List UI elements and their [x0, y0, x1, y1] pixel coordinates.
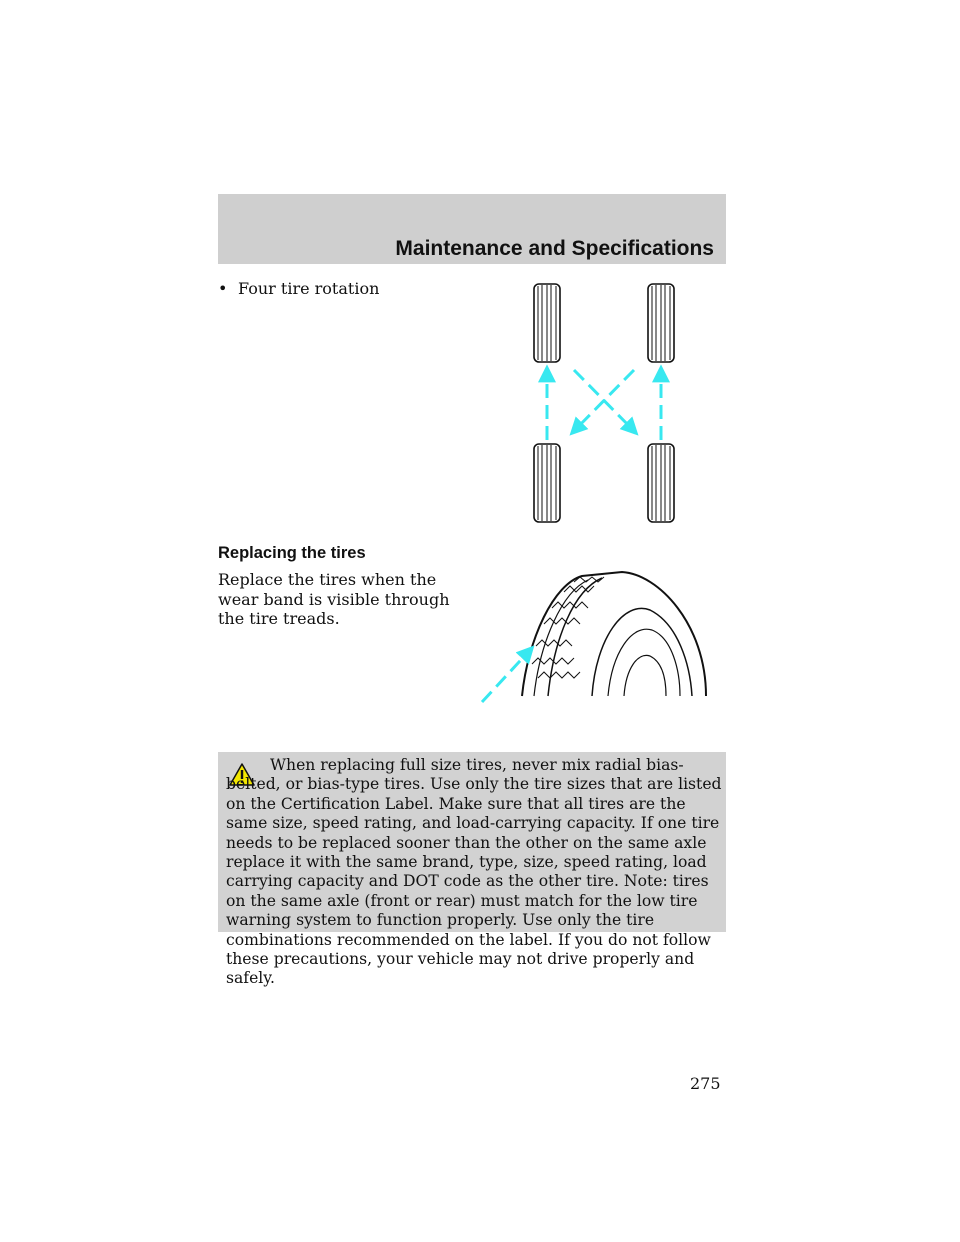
front-right-tire-icon — [648, 284, 674, 362]
bullet-point: • — [218, 279, 228, 298]
rear-left-tire-icon — [534, 444, 560, 522]
rotation-label: Four tire rotation — [238, 279, 380, 298]
front-left-tire-icon — [534, 284, 560, 362]
warning-box — [218, 752, 726, 988]
warning-text: When replacing full size tires, never mix radial bias-belted, or bias-type tires. Use only the tire sizes that are listed on the Certification Label. Make sure that all tires are the same size, speed rating, and load-carrying capacity. If one tire needs to be replaced sooner than the other on the same axle replace it with the same brand, type, size, speed rating, load carrying capacity and DOT code as the other tire. Note: tires on the same axle (front or rear) must match for the low tire warning system to function properly. Use only the tire combinations recommended on the label. If you do not follow these precautions, your vehicle may not drive properly and safely. — [226, 756, 722, 988]
tire-side-icon — [522, 572, 706, 696]
replacing-tires-text: Replace the tires when the wear band is visible through the tire treads. — [218, 570, 450, 628]
section-header-bar — [218, 194, 726, 264]
section-title: Maintenance and Specifications — [395, 237, 714, 260]
page-number: 275 — [690, 1074, 721, 1093]
tire-wear-band-diagram — [474, 568, 712, 704]
rotation-bullet-item — [218, 279, 379, 299]
four-tire-rotation-diagram — [512, 278, 702, 528]
rear-right-tire-icon — [648, 444, 674, 522]
replacing-tires-heading: Replacing the tires — [218, 544, 366, 562]
